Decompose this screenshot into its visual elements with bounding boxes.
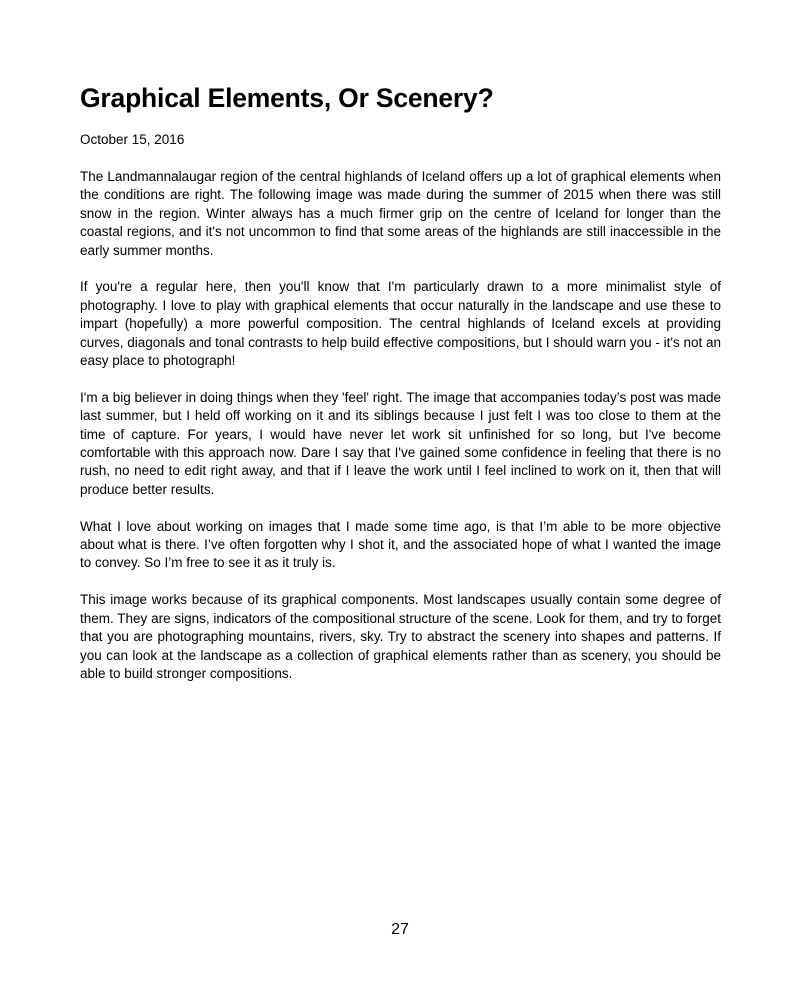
paragraph-2: If you're a regular here, then you'll know that I'm particularly drawn to a more minimalist style of photography. I love to play with graphical elements that occur naturally in the landscape and use these to impart (hopefully) a more powerful composition. The central highlands of Iceland excels at providing curves, diagonals and tonal contrasts to help build effective compositions, but I should warn you - it's not an easy place to photograph! [80, 279, 721, 369]
article-title: Graphical Elements, Or Scenery? [80, 83, 494, 113]
article [80, 81, 721, 702]
article-body [80, 168, 721, 683]
paragraph-1: The Landmannalaugar region of the central highlands of Iceland offers up a lot of graphical elements when the conditions are right. The following image was made during the summer of 2015 when there was still snow in the region. Winter always has a much firmer grip on the centre of Iceland for longer than the coastal regions, and it's not uncommon to find that some areas of the highlands are still inaccessible in the early summer months. [80, 169, 721, 258]
page-number: 27 [391, 921, 409, 938]
paragraph-5: This image works because of its graphical components. Most landscapes usually contain some degree of them. They are signs, indicators of the compositional structure of the scene. Look for them, and try to forget that you are photographing mountains, rivers, sky. Try to abstract the scenery into shapes and patterns. If you can look at the landscape as a collection of graphical elements rather than as scenery, you should be able to build stronger compositions. [80, 592, 721, 681]
article-date: October 15, 2016 [80, 132, 185, 147]
paragraph-3: I'm a big believer in doing things when they 'feel' right. The image that accompanies today’s post was made last summer, but I held off working on it and its siblings because I just felt I was too close to them at the time of capture. For years, I would have never let work sit unfinished for so long, but I've become comfortable with this approach now. Dare I say that I've gained some confidence in feeling that there is no rush, no need to edit right away, and that if I leave the work until I feel inclined to work on it, then that will produce better results. [80, 389, 721, 497]
paragraph-4: What I love about working on images that I made some time ago, is that I’m able to be more objective about what is there. I’ve often forgotten why I shot it, and the associated hope of what I wanted the image to convey. So I’m free to see it as it truly is. [80, 518, 721, 571]
